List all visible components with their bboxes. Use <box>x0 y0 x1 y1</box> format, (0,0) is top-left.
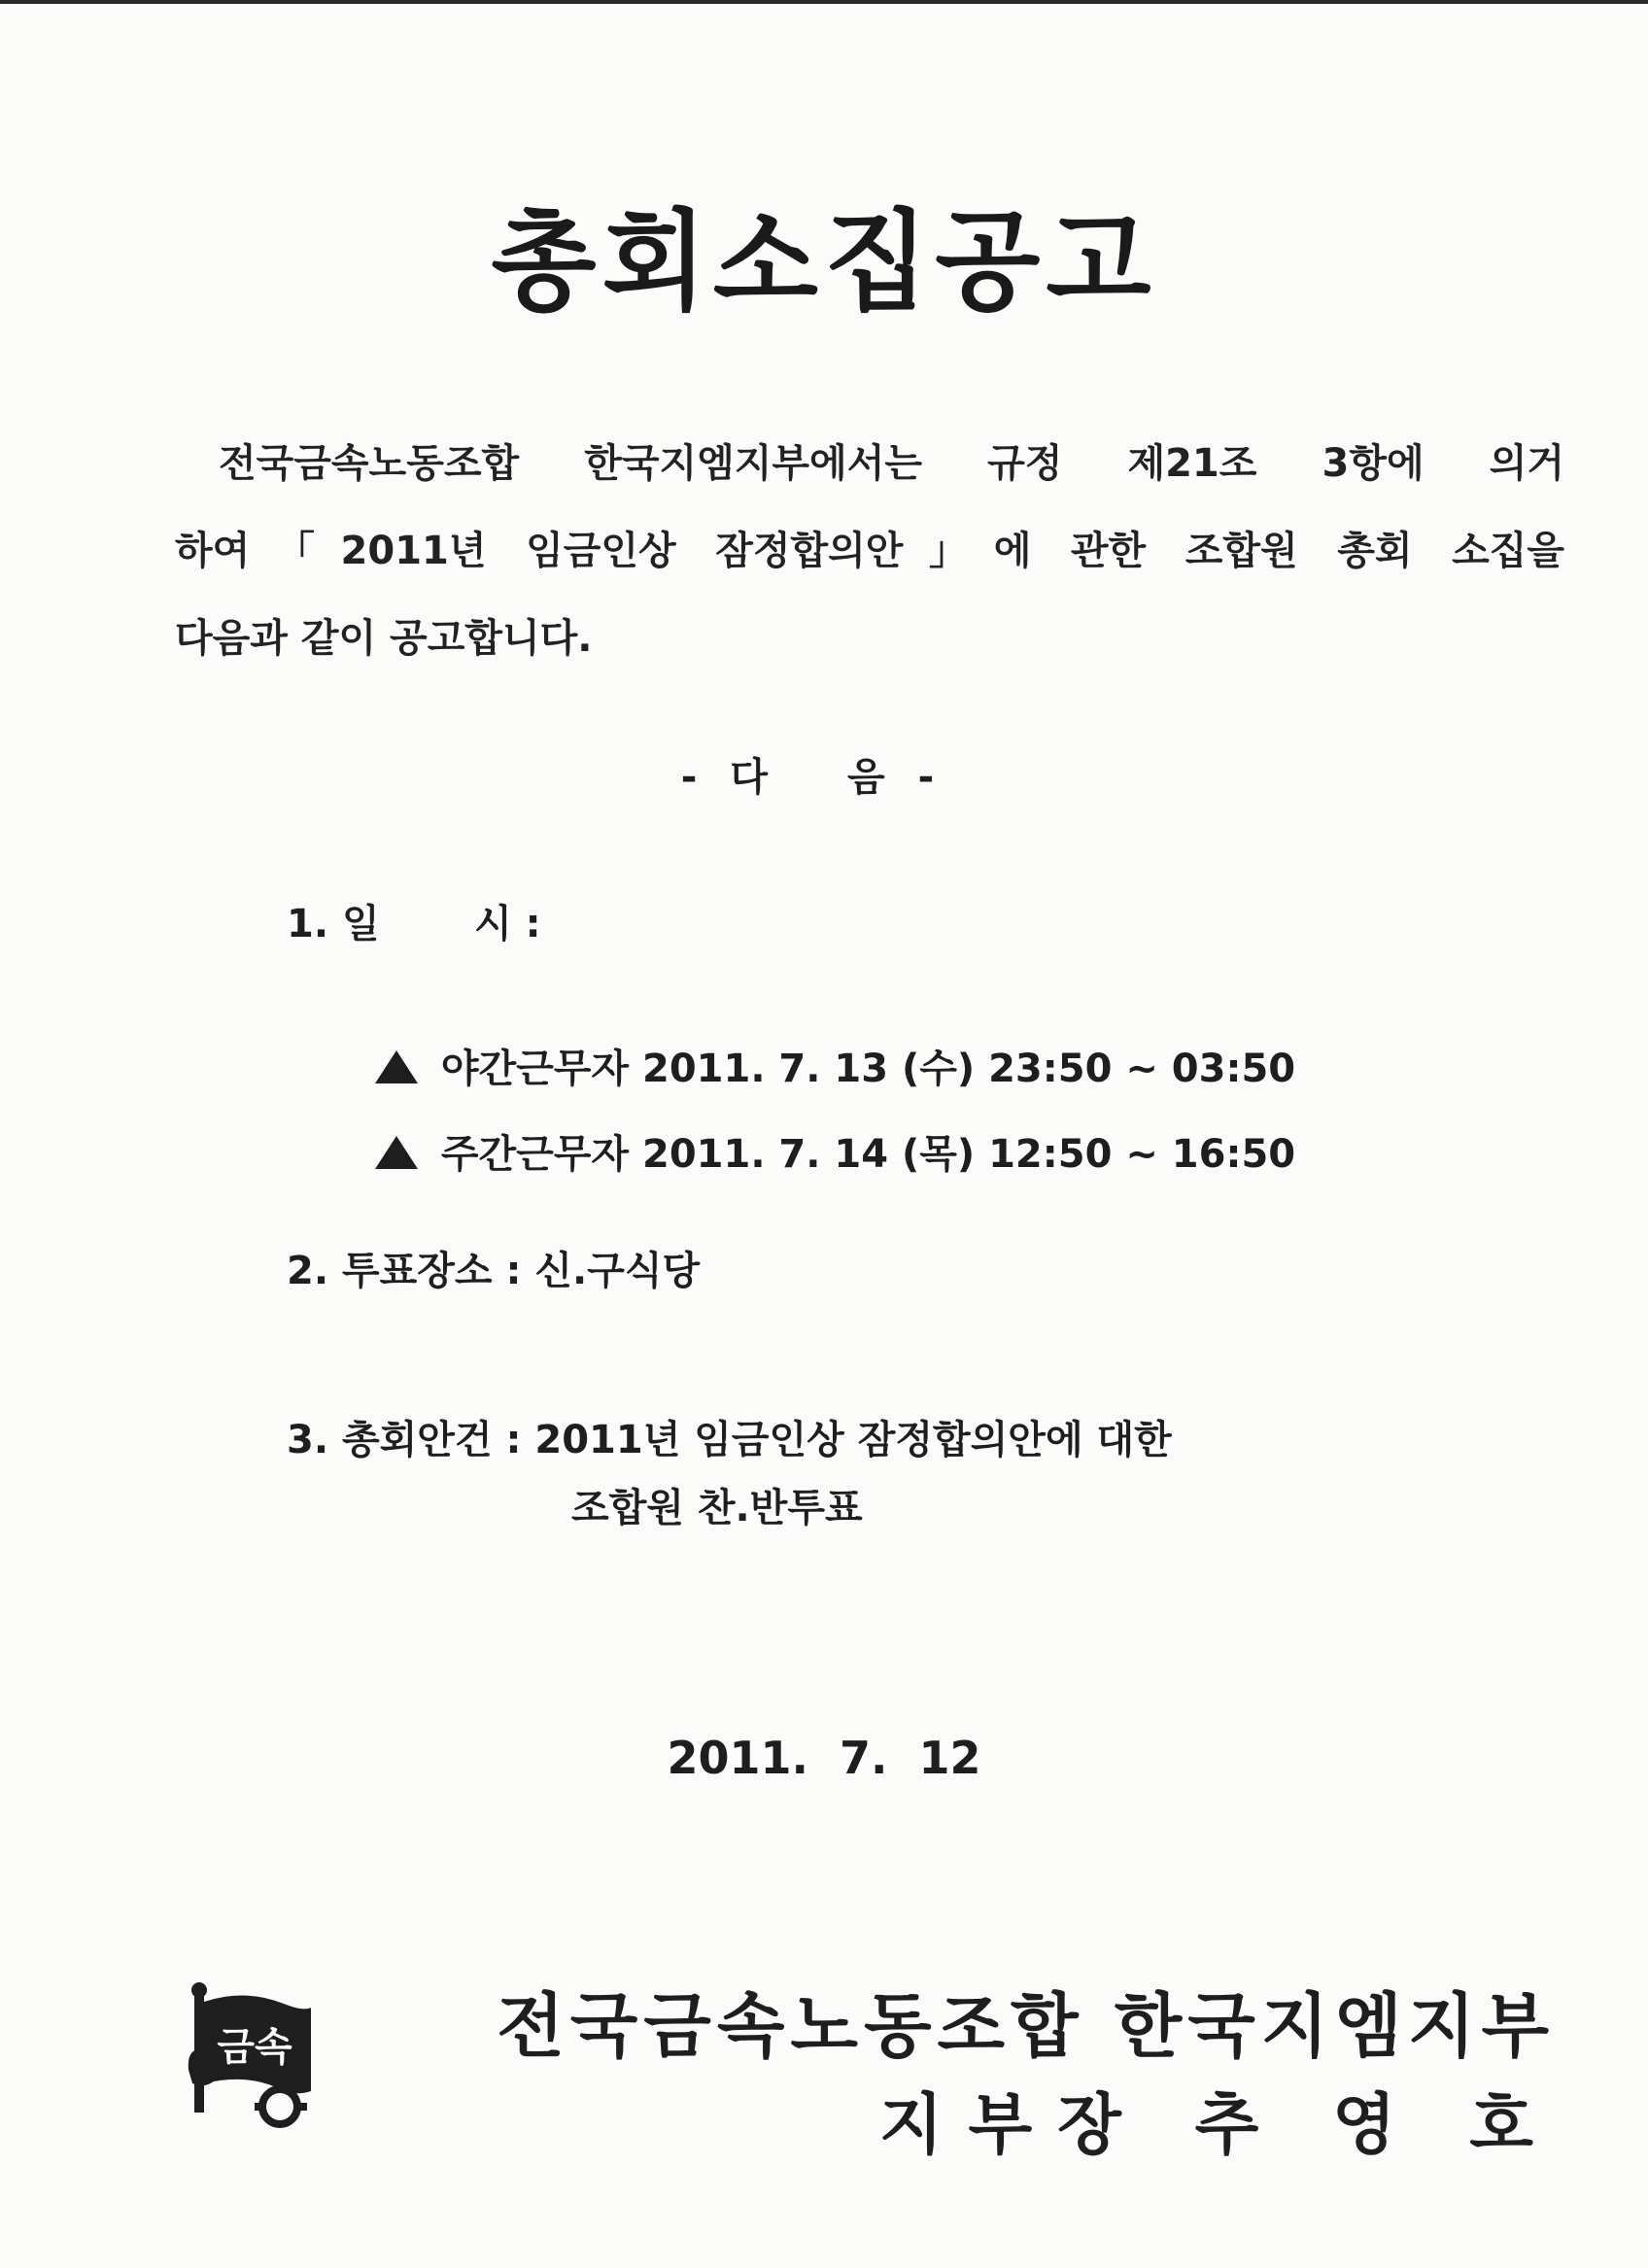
signatory-name: 지부장 추 영 호 <box>878 2087 1559 2164</box>
schedule-row-day <box>348 1067 1295 1184</box>
page-title: 총회소집공고 <box>491 199 1157 326</box>
organization-name: 전국금속노동조합 한국지엠지부 <box>497 1985 1555 2067</box>
voting-place: 2. 투표장소 : 신.구식당 <box>287 1249 701 1293</box>
scan-top-edge <box>0 0 1648 4</box>
schedule-row-text: 주간근무자 2011. 7. 14 (목) 12:50 ~ 16:50 <box>440 1132 1296 1177</box>
svg-text:금속: 금속 <box>217 2025 292 2070</box>
notice-date: 2011. 7. 12 <box>667 1732 981 1784</box>
section-heading: -다 음- <box>680 755 968 800</box>
schedule-row-text: 야간근무자 2011. 7. 13 (수) 23:50 ~ 03:50 <box>440 1047 1296 1091</box>
union-flag-logo-icon <box>187 1982 323 2128</box>
intro-paragraph <box>175 420 1564 682</box>
triangle-bullet-icon <box>375 1136 418 1169</box>
agenda-label: 3. 총회안건 : 2011년 임금인상 잠정합의안에 대한 <box>287 1418 1172 1462</box>
intro-line-1: 전국금속노동조합 한국지엠지부에서는 규정 제21조 3항에 의거 <box>219 441 1564 486</box>
intro-line-2: 하여「2011년 임금인상 잠정합의안」에 관한 조합원 총회 소집을 <box>175 529 1564 573</box>
agenda-continuation: 조합원 찬.반투표 <box>571 1486 863 1530</box>
schedule-label: 1. 일 시 : <box>287 902 541 946</box>
intro-line-3: 다음과 같이 공고합니다. <box>175 616 593 661</box>
